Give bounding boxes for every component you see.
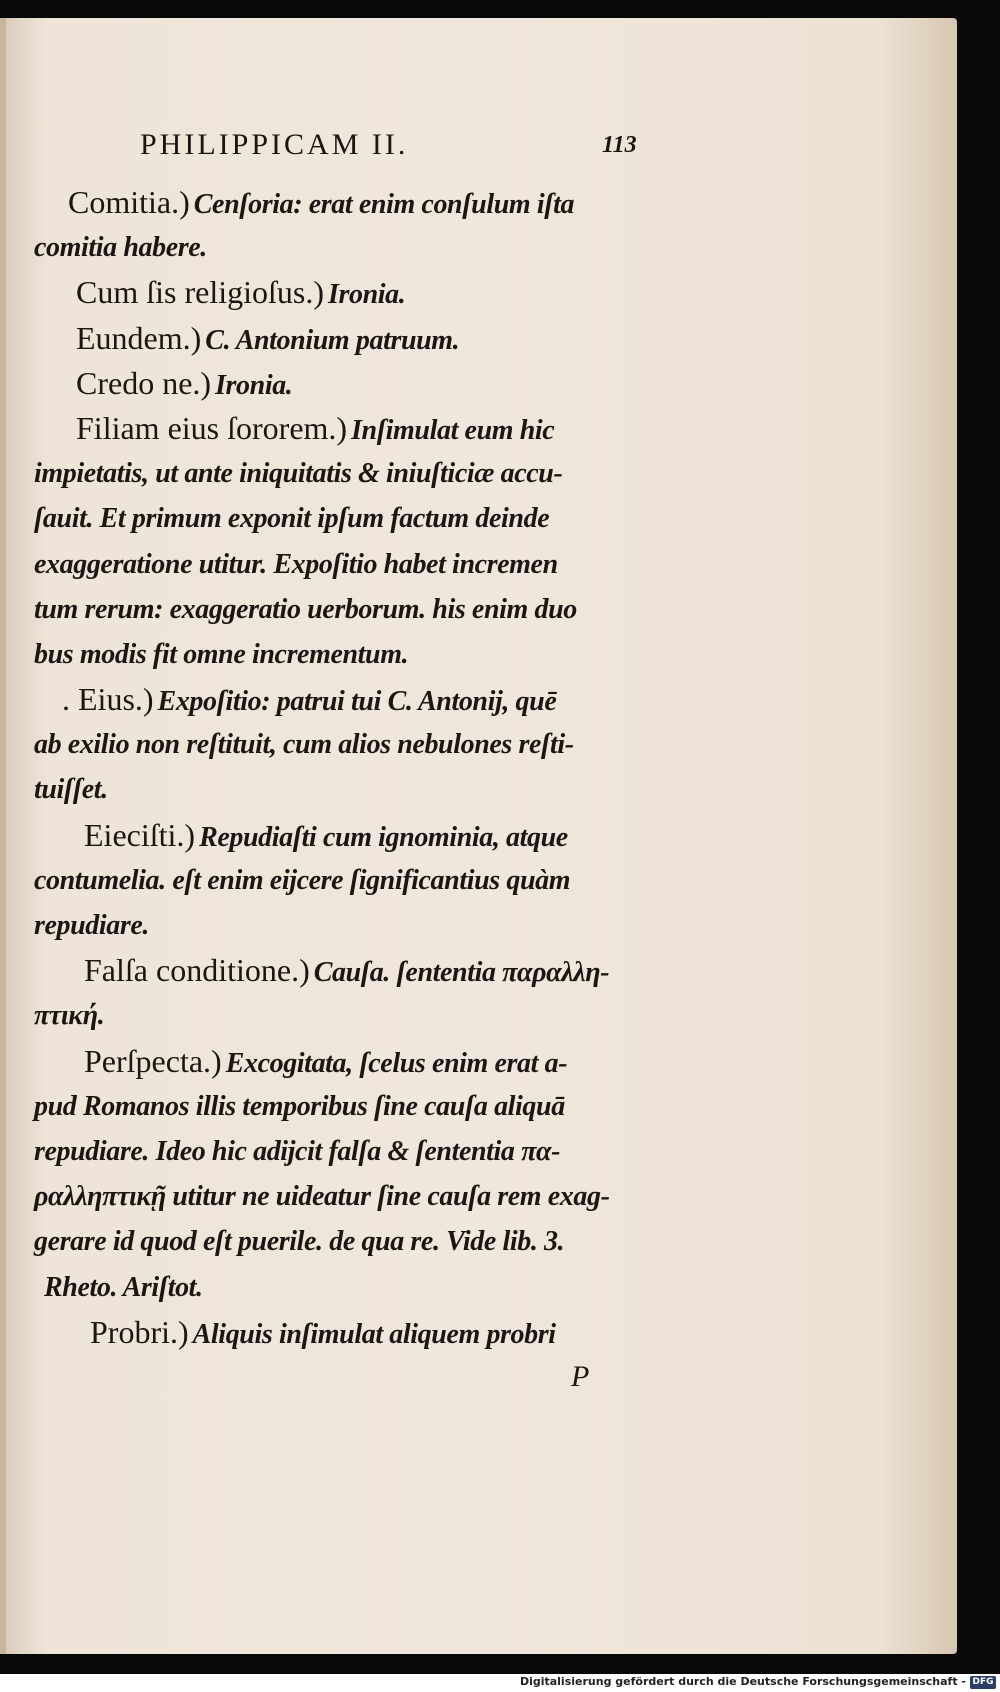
gloss: Expoſitio: patrui tui C. Antonij, quē bbox=[157, 686, 557, 718]
text-line bbox=[34, 1219, 714, 1264]
gloss: impietatis, ut ante iniquitatis & iniuſticiæ accu- bbox=[34, 458, 563, 490]
text-block bbox=[34, 180, 714, 1355]
text-line bbox=[34, 1129, 714, 1174]
text-line bbox=[34, 496, 714, 541]
lemma: Comitia.) bbox=[68, 184, 190, 220]
gloss: ſauit. Et primum exponit ipſum factum deinde bbox=[34, 503, 550, 535]
text-line bbox=[34, 1265, 714, 1310]
text-line bbox=[34, 316, 714, 361]
text-line bbox=[34, 948, 714, 993]
gloss: repudiare. Ideo hic adijcit falſa & ſententia πα- bbox=[34, 1135, 561, 1167]
text-line bbox=[34, 406, 714, 451]
lemma: Eieciſti.) bbox=[84, 816, 196, 853]
text-line bbox=[34, 903, 714, 948]
lemma: Eundem.) bbox=[76, 319, 202, 356]
gloss: Rheto. Ariſtot. bbox=[44, 1271, 203, 1303]
gloss: Inſimulat eum hic bbox=[351, 414, 555, 446]
gloss: Ironia. bbox=[328, 279, 406, 311]
text-line bbox=[34, 361, 714, 406]
text-line bbox=[34, 722, 714, 767]
gloss: Ironia. bbox=[215, 369, 293, 401]
lemma: Probri.) bbox=[90, 1313, 189, 1350]
page-number: 113 bbox=[602, 132, 637, 158]
book-page bbox=[0, 18, 957, 1654]
text-line bbox=[34, 225, 714, 270]
text-line bbox=[34, 180, 714, 225]
text-line bbox=[34, 1084, 714, 1129]
gloss: Repudiaſti cum ignominia, atque bbox=[199, 821, 568, 853]
text-line bbox=[34, 270, 714, 315]
text-line bbox=[34, 1310, 714, 1355]
gloss: gerare id quod eſt puerile. de qua re. Vide lib. 3. bbox=[34, 1226, 565, 1258]
text-line bbox=[34, 632, 714, 677]
gloss: repudiare. bbox=[34, 910, 150, 941]
dfg-logo-icon: DFG bbox=[970, 1676, 996, 1689]
text-line bbox=[34, 1039, 714, 1084]
gloss: bus modis fit omne incrementum. bbox=[34, 638, 409, 670]
text-line bbox=[34, 677, 714, 722]
text-line bbox=[34, 993, 714, 1038]
lemma: Credo ne.) bbox=[76, 364, 212, 401]
gloss: πτική. bbox=[34, 1000, 105, 1032]
text-line bbox=[34, 451, 714, 496]
funding-credit: Digitalisierung gefördert durch die Deutsche Forschungsgemeinschaft - bbox=[519, 1675, 966, 1688]
text-line bbox=[34, 813, 714, 858]
lemma: . Eius.) bbox=[62, 681, 154, 718]
gloss: pud Romanos illis temporibus ſine cauſa aliquā bbox=[34, 1090, 565, 1122]
gloss: Cauſa. ſententia παραλλη- bbox=[313, 957, 610, 989]
text-line bbox=[34, 767, 714, 812]
gloss: exaggeratione utitur. Expoſitio habet incremen bbox=[34, 548, 558, 580]
text-line bbox=[34, 858, 714, 903]
lemma: Falſa conditione.) bbox=[84, 952, 310, 989]
lemma: Perſpecta.) bbox=[84, 1042, 222, 1079]
text-line bbox=[34, 1174, 714, 1219]
catchword: P bbox=[571, 1360, 590, 1393]
lemma: Filiam eius ſororem.) bbox=[76, 409, 348, 446]
page-gutter bbox=[0, 18, 6, 1654]
text-line bbox=[34, 542, 714, 587]
footer-bar bbox=[0, 1674, 1000, 1692]
text-line bbox=[34, 587, 714, 632]
gloss: comitia habere. bbox=[34, 232, 207, 264]
gloss: ab exilio non reſtituit, cum alios nebulones reſti- bbox=[34, 729, 574, 761]
gloss: Aliquis inſimulat aliquem probri bbox=[192, 1318, 556, 1350]
running-head bbox=[140, 128, 660, 168]
gloss: Cenſoria: erat enim conſulum iſta bbox=[193, 189, 575, 220]
gloss: Excogitata, ſcelus enim erat a- bbox=[225, 1047, 568, 1079]
gloss: tum rerum: exaggeratio uerborum. his enim duo bbox=[34, 593, 577, 625]
gloss: tuiſſet. bbox=[34, 774, 108, 806]
lemma: Cum ſis religioſus.) bbox=[76, 274, 324, 311]
running-title: PHILIPPICAM II. bbox=[140, 128, 409, 161]
gloss: ραλληπτικῇ utitur ne uideatur ſine cauſa rem exag- bbox=[34, 1181, 610, 1213]
gloss: C. Antonium patruum. bbox=[205, 324, 460, 356]
gloss: contumelia. eſt enim eijcere ſignificantius quàm bbox=[34, 864, 571, 896]
